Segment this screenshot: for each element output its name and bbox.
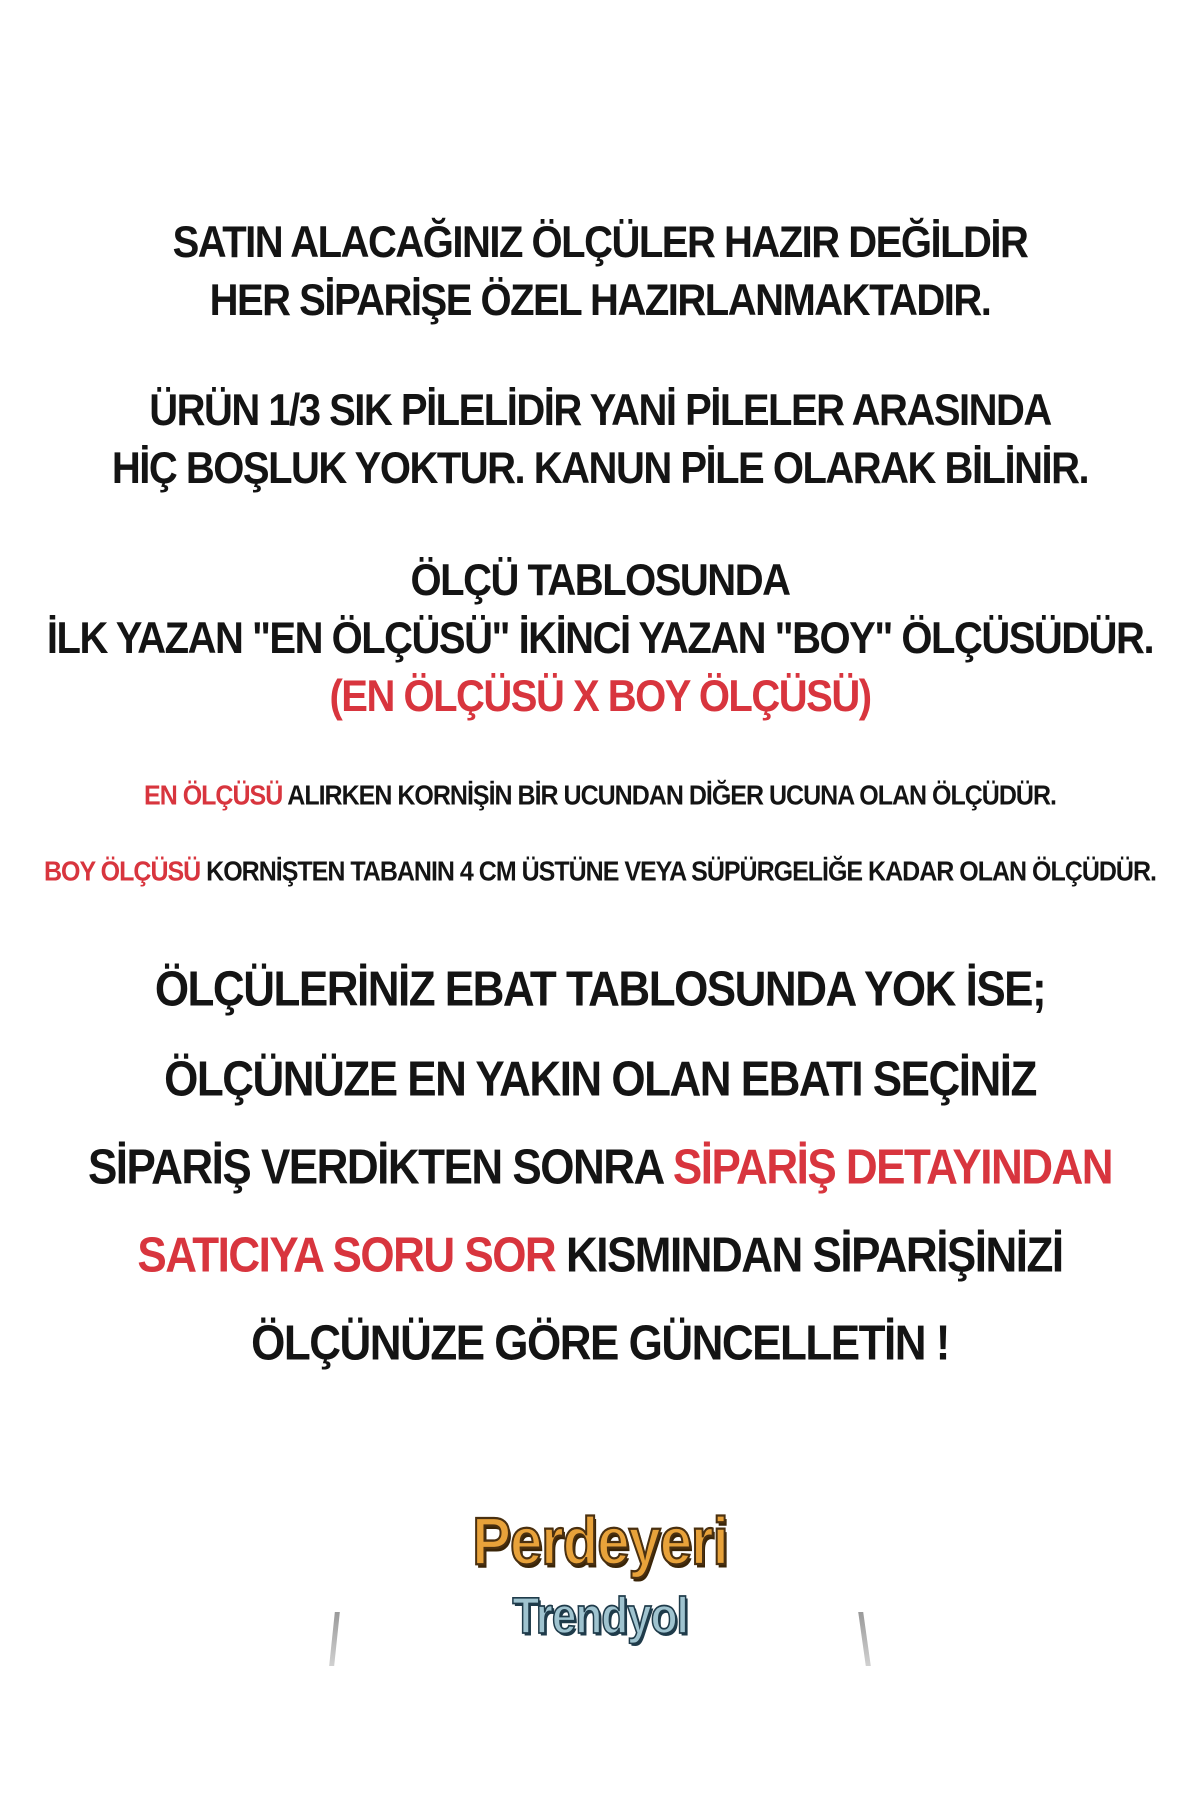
size-line-part: KISMINDAN SİPARİŞİNİZİ: [555, 1228, 1063, 1283]
brand-logo: Perdeyeri: [472, 1504, 728, 1579]
table-line: İLK YAZAN "EN ÖLÇÜSÜ" İKİNCİ YAZAN "BOY" ÖLÇÜSÜDÜR.: [46, 614, 1154, 664]
width-note-highlight: EN ÖLÇÜSÜ: [144, 780, 283, 812]
width-note-text: ALIRKEN KORNİŞİN BİR UCUNDAN DİĞER UCUNA OLAN ÖLÇÜDÜR.: [282, 780, 1056, 812]
height-note: [0, 856, 1200, 888]
height-note-highlight: BOY ÖLÇÜSÜ: [44, 856, 201, 888]
notice-line: HER SİPARİŞE ÖZEL HAZIRLANMAKTADIR.: [209, 276, 991, 326]
size-line-highlight: SATICIYA SORU SOR: [137, 1228, 556, 1283]
table-line: ÖLÇÜ TABLOSUNDA: [410, 556, 790, 606]
pleat-line: HİÇ BOŞLUK YOKTUR. KANUN PİLE OLARAK BİLİNİR.: [111, 444, 1089, 494]
width-note: [0, 780, 1200, 812]
size-line: [0, 1140, 1200, 1196]
size-line: ÖLÇÜLERİNİZ EBAT TABLOSUNDA YOK İSE;: [154, 962, 1046, 1017]
pleat-line: ÜRÜN 1/3 SIK PİLELİDİR YANİ PİLELER ARASINDA: [149, 386, 1051, 436]
size-line-highlight: SİPARİŞ DETAYINDAN: [672, 1140, 1113, 1195]
notice-line: SATIN ALACAĞINIZ ÖLÇÜLER HAZIR DEĞİLDİR: [172, 218, 1028, 268]
size-line-part: SİPARİŞ VERDİKTEN SONRA: [87, 1140, 673, 1195]
brand-logo-sub: Trendyol: [512, 1588, 688, 1645]
dimension-format: (EN ÖLÇÜSÜ X BOY ÖLÇÜSÜ): [329, 672, 871, 722]
size-line: ÖLÇÜNÜZE GÖRE GÜNCELLETİN !: [251, 1316, 949, 1371]
size-line: ÖLÇÜNÜZE EN YAKIN OLAN EBATI SEÇİNİZ: [164, 1052, 1036, 1107]
size-line: [0, 1228, 1200, 1284]
height-note-text: KORNİŞTEN TABANIN 4 CM ÜSTÜNE VEYA SÜPÜRGELİĞE KADAR OLAN ÖLÇÜDÜR.: [200, 856, 1156, 888]
